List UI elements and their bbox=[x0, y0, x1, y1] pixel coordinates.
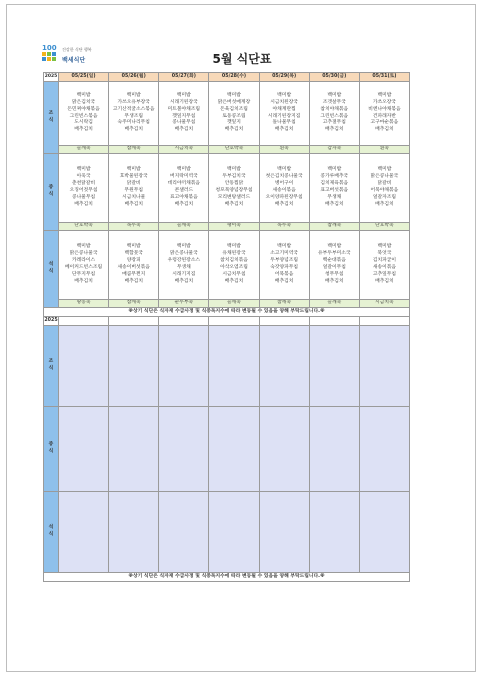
menu-item: 시금치된장국 bbox=[270, 99, 299, 105]
day-header: 05/28(수) bbox=[209, 73, 259, 82]
year-cell: 2025 bbox=[44, 73, 59, 82]
menu-item: 배추김치 bbox=[224, 278, 244, 284]
blank-menu-cell bbox=[359, 492, 409, 573]
menu-item: 병어구이 bbox=[274, 181, 294, 187]
menu-item: 백미밥 bbox=[227, 244, 241, 250]
porridge-cell: 들깨죽 bbox=[309, 300, 359, 308]
menu-item: 백미밥 bbox=[76, 244, 91, 250]
logo-number: 100 bbox=[42, 44, 57, 52]
porridge-cell: 순두부죽 bbox=[159, 300, 209, 308]
porridge-cell: 녹두죽 bbox=[259, 223, 309, 231]
menu-item: 도시락김 bbox=[74, 120, 93, 126]
day-header-blank bbox=[209, 317, 259, 326]
menu-item: 백미밥 bbox=[176, 92, 191, 98]
porridge-cell: 시금치죽 bbox=[359, 300, 409, 308]
menu-item: 베이커드빈스조림 bbox=[65, 265, 103, 270]
porridge-cell: 참깨죽 bbox=[259, 300, 309, 308]
menu-item: 백미밥 bbox=[327, 92, 342, 98]
menu-item: 시래기된장국 bbox=[169, 99, 198, 105]
menu-item: 숙갓양파무침 bbox=[270, 265, 299, 270]
porridge-cell: 흰죽 bbox=[359, 146, 409, 154]
day-header-blank bbox=[109, 317, 159, 326]
porridge-cell: 팽이죽 bbox=[209, 223, 259, 231]
menu-item: 돈육김치조림 bbox=[220, 106, 248, 112]
menu-item: 백합뭇국 bbox=[124, 251, 143, 257]
menu-item: 배추김치 bbox=[224, 127, 244, 133]
menu-item: 김치제육볶음 bbox=[320, 181, 349, 187]
blank-menu-cell bbox=[359, 407, 409, 492]
menu-item: 백순대볶음 bbox=[322, 258, 346, 264]
meal-label bbox=[44, 82, 59, 154]
menu-cell bbox=[359, 82, 409, 146]
menu-item: 돌나물무침 bbox=[272, 120, 296, 126]
menu-cell bbox=[109, 82, 159, 146]
menu-item: 백미밥 bbox=[377, 167, 392, 173]
menu-item: 아욱국 bbox=[76, 174, 91, 180]
menu-item: 백미밥 bbox=[227, 167, 241, 173]
blank-menu-cell bbox=[109, 407, 159, 492]
menu-item: 첫은김치콩나물국 bbox=[265, 174, 303, 180]
blank-menu-cell bbox=[109, 326, 159, 407]
menu-item: 참치야채볶음 bbox=[320, 106, 349, 112]
menu-item: 배추김치 bbox=[174, 278, 194, 284]
meal-label-char: 석 bbox=[48, 525, 54, 531]
menu-item: 백미밥 bbox=[377, 92, 392, 98]
menu-item: 깻잎지무침 bbox=[172, 113, 196, 119]
menu-item: 숙주미나리무침 bbox=[117, 120, 150, 126]
blank-meal-row bbox=[44, 407, 410, 492]
menu-item: 백미밥 bbox=[126, 244, 141, 250]
menu-item: 북엇국 bbox=[377, 251, 392, 257]
menu-item: 표고버섯볶음 bbox=[320, 188, 349, 193]
menu-item: 어묵볶음 bbox=[274, 271, 294, 277]
menu-item: 데리야끼채볶음 bbox=[167, 181, 201, 187]
meal-label-char: 식 bbox=[48, 192, 54, 197]
porridge-cell: 참깨죽 bbox=[109, 300, 159, 308]
blank-menu-cell bbox=[309, 326, 359, 407]
porridge-row bbox=[44, 223, 410, 231]
menu-item: 배추김치 bbox=[174, 127, 194, 133]
blank-menu-cell bbox=[209, 492, 259, 573]
day-header-blank bbox=[359, 317, 409, 326]
menu-item: 배추김치 bbox=[274, 278, 294, 284]
menu-item: 배추김치 bbox=[124, 127, 143, 133]
meal-label-char: 조 bbox=[48, 359, 54, 365]
menu-item: 가쓰오장국 bbox=[372, 99, 396, 105]
day-header-blank bbox=[259, 317, 309, 326]
year-cell: 2025 bbox=[44, 317, 59, 326]
meal-row bbox=[44, 154, 410, 223]
menu-item: 시금치나물 bbox=[122, 194, 146, 200]
menu-cell bbox=[109, 154, 159, 223]
page-title: 5월 식단표 bbox=[212, 52, 272, 66]
menu-item: 배추김치 bbox=[375, 201, 394, 207]
menu-item: 안동찜닭 bbox=[224, 181, 244, 187]
menu-item: 맑은김치국 bbox=[71, 99, 96, 105]
menu-item: 닭갈비 bbox=[126, 181, 141, 187]
menu-cell bbox=[309, 231, 359, 300]
menu-item: 무원무침 bbox=[124, 188, 143, 193]
menu-item: 새송이볶음 bbox=[272, 188, 296, 193]
menu-cell bbox=[59, 82, 109, 146]
menu-item: 시래기지짐 bbox=[172, 271, 196, 277]
day-header-blank bbox=[59, 317, 109, 326]
menu-item: 무생채 bbox=[176, 265, 191, 270]
menu-item: 유부두부미소국 bbox=[318, 251, 351, 257]
menu-item: 백미밥 bbox=[176, 244, 191, 250]
porridge-cell: 들깨죽 bbox=[209, 300, 259, 308]
menu-item: 단무지무침 bbox=[71, 271, 96, 277]
menu-item: 호박물된장국 bbox=[119, 174, 148, 180]
menu-item: 새송이버섯볶음 bbox=[117, 265, 150, 270]
blank-menu-cell bbox=[359, 326, 409, 407]
meal-label bbox=[44, 407, 59, 492]
menu-item: 고구마순볶음 bbox=[370, 120, 399, 126]
blank-menu-cell bbox=[109, 492, 159, 573]
menu-item: 소고기미역국 bbox=[270, 251, 299, 257]
menu-cell bbox=[209, 231, 259, 300]
blank-menu-cell bbox=[259, 407, 309, 492]
menu-item: 새송이볶음 bbox=[372, 265, 396, 270]
menu-item: 배추김치 bbox=[274, 201, 294, 207]
menu-item: 건파래자반 bbox=[372, 113, 396, 119]
porridge-cell: 들깨죽 bbox=[159, 223, 209, 231]
menu-item: 비엔나야채볶음 bbox=[368, 106, 401, 112]
day-header-blank bbox=[309, 317, 359, 326]
menu-item: 백미밥 bbox=[76, 92, 91, 98]
menu-item: 배추김치 bbox=[74, 127, 93, 133]
blank-menu-cell bbox=[209, 326, 259, 407]
menu-item: 백미밥 bbox=[277, 167, 292, 173]
menu-item: 토동콩조림 bbox=[222, 113, 246, 119]
menu-item: 배추김치 bbox=[124, 278, 143, 284]
menu-item: 맑은콩나물국 bbox=[169, 251, 198, 257]
menu-item: 배추김치 bbox=[224, 201, 244, 207]
logo-subtitle: 건강한 식단 행복 bbox=[62, 47, 92, 52]
header-row-blank bbox=[44, 317, 410, 326]
menu-cell bbox=[259, 231, 309, 300]
meal-label bbox=[44, 231, 59, 308]
menu-item: 표고야채볶음 bbox=[169, 194, 198, 200]
menu-item: 배추김치 bbox=[174, 201, 194, 207]
menu-cell bbox=[209, 82, 259, 146]
menu-item: 백미밥 bbox=[277, 92, 292, 98]
menu-item: 춘천닭갈비 bbox=[71, 181, 96, 187]
meal-label-char: 중 bbox=[48, 185, 54, 191]
menu-item: 백미밥 bbox=[76, 167, 91, 173]
porridge-row bbox=[44, 146, 410, 154]
meal-label-char: 식 bbox=[48, 269, 54, 274]
menu-item: 돈민찌야채볶음 bbox=[67, 106, 100, 112]
porridge-cell: 흰죽 bbox=[259, 146, 309, 154]
menu-cell bbox=[259, 82, 309, 146]
meal-row bbox=[44, 82, 410, 146]
menu-item: 배추김치 bbox=[74, 278, 93, 284]
menu-item: 버지락미역국 bbox=[169, 174, 198, 180]
porridge-cell: 감자죽 bbox=[309, 146, 359, 154]
porridge-cell: 단호박죽 bbox=[359, 223, 409, 231]
menu-item: 어묵야채볶음 bbox=[370, 188, 399, 193]
menu-item: 오이양파된장무침 bbox=[265, 194, 303, 200]
menu-item: 우렁강된장소스 bbox=[167, 258, 201, 264]
menu-item: 청포묵양념장무침 bbox=[215, 188, 253, 193]
blank-menu-cell bbox=[309, 407, 359, 492]
menu-item: 참치김치볶음 bbox=[220, 258, 248, 264]
day-header-blank bbox=[159, 317, 209, 326]
menu-item: 그린빈스볶음 bbox=[320, 113, 349, 119]
menu-item: 백미밥 bbox=[277, 244, 292, 250]
menu-item: 가쓰오유부장국 bbox=[117, 99, 150, 105]
menu-item: 배추김치 bbox=[325, 278, 344, 284]
meal-label-char: 식 bbox=[48, 449, 54, 454]
meal-label-char: 식 bbox=[48, 532, 54, 537]
porridge-cell: 단호박죽 bbox=[209, 146, 259, 154]
porridge-cell: 시금치죽 bbox=[159, 146, 209, 154]
menu-cell bbox=[59, 231, 109, 300]
menu-item: 백미밥 bbox=[227, 92, 241, 98]
menu-item: 맑은콩나물국 bbox=[370, 174, 399, 180]
menu-item: 야채계란찜 bbox=[272, 106, 296, 112]
meal-label-char: 식 bbox=[48, 366, 54, 371]
blank-menu-cell bbox=[309, 492, 359, 573]
menu-cell bbox=[159, 82, 209, 146]
menu-item: 고추잎무침 bbox=[372, 271, 396, 277]
day-header: 05/29(목) bbox=[259, 73, 309, 82]
blank-menu-cell bbox=[259, 326, 309, 407]
menu-item: 백미밥 bbox=[126, 167, 141, 173]
menu-item: 배추김치 bbox=[274, 127, 294, 133]
porridge-cell: 참깨죽 bbox=[309, 223, 359, 231]
menu-item: 시래기된장지짐 bbox=[267, 113, 301, 119]
blank-menu-cell bbox=[259, 492, 309, 573]
menu-item: 김치파굳이 bbox=[372, 258, 396, 264]
menu-item: 맑은콩나물국 bbox=[69, 251, 98, 257]
menu-item: 배추김치 bbox=[375, 278, 394, 284]
menu-item: 모리변탕샐러드 bbox=[217, 194, 251, 200]
menu-cell bbox=[159, 154, 209, 223]
menu-item: 백미밥 bbox=[327, 167, 342, 173]
menu-cell bbox=[309, 82, 359, 146]
menu-item: 깻잎지 bbox=[227, 120, 241, 126]
meal-label-char: 조 bbox=[48, 110, 54, 116]
menu-item: 두부양념조림 bbox=[270, 258, 299, 264]
menu-item: 백미밥 bbox=[377, 244, 392, 250]
menu-item: 양장피 bbox=[126, 258, 141, 264]
porridge-cell: 땅콩죽 bbox=[59, 300, 109, 308]
menu-item: 백미밥 bbox=[327, 244, 342, 250]
menu-item: 무생채 bbox=[327, 194, 342, 200]
menu-item: 얼갈이무침 bbox=[322, 265, 346, 270]
blank-menu-cell bbox=[159, 407, 209, 492]
menu-cell bbox=[59, 154, 109, 223]
menu-cell bbox=[209, 154, 259, 223]
menu-item: 고추절무침 bbox=[322, 120, 346, 126]
menu-item: 백미밥 bbox=[126, 92, 141, 98]
menu-item: 매콤무쩐지 bbox=[122, 271, 146, 277]
menu-item: 무생조림 bbox=[124, 113, 143, 119]
menu-item: 콩나물무침 bbox=[71, 194, 96, 200]
menu-cell bbox=[359, 231, 409, 300]
meal-label bbox=[44, 492, 59, 573]
menu-cell bbox=[159, 231, 209, 300]
menu-item: 콘샐러드 bbox=[174, 188, 194, 193]
notice-text: ※상기 식단은 식자재 수급사정 및 식중독지수에 따라 변동될 수 있음을 양해 부탁드립니다.※ bbox=[44, 308, 410, 317]
menu-item: 배추김치 bbox=[325, 127, 344, 133]
menu-cell bbox=[309, 154, 359, 223]
meal-label-char: 식 bbox=[48, 117, 54, 123]
menu-item: 백미밥 bbox=[176, 167, 191, 173]
blank-menu-cell bbox=[159, 326, 209, 407]
porridge-cell: 들깨죽 bbox=[59, 146, 109, 154]
menu-item: 배추김치 bbox=[375, 127, 394, 133]
menu-item: 조갯살무국 bbox=[322, 99, 346, 105]
menu-item: 미트볼야채조림 bbox=[167, 106, 201, 112]
menu-item: 콩나물무침 bbox=[172, 120, 196, 126]
menu-item: 유채된장국 bbox=[222, 251, 246, 257]
day-header: 05/31(토) bbox=[359, 73, 409, 82]
menu-table bbox=[43, 72, 410, 582]
menu-item: 닭갈비 bbox=[377, 181, 392, 187]
menu-item: 아삭오염조림 bbox=[220, 265, 248, 270]
blank-menu-cell bbox=[59, 407, 109, 492]
menu-item: 시금치무침 bbox=[222, 271, 246, 277]
menu-item: 오징어젓무침 bbox=[69, 188, 98, 193]
blank-menu-cell bbox=[209, 407, 259, 492]
day-header: 05/27(화) bbox=[159, 73, 209, 82]
menu-item: 배추김치 bbox=[325, 201, 344, 207]
menu-item: 그린빈스볶음 bbox=[69, 113, 98, 119]
day-header: 05/25(일) bbox=[59, 73, 109, 82]
blank-meal-row bbox=[44, 326, 410, 407]
menu-item: 카레라이스 bbox=[71, 258, 96, 264]
menu-cell bbox=[259, 154, 309, 223]
meal-label bbox=[44, 326, 59, 407]
porridge-row bbox=[44, 300, 410, 308]
menu-item: 맑은버섯매계장 bbox=[217, 99, 251, 105]
porridge-cell: 참깨죽 bbox=[109, 146, 159, 154]
menu-item: 두부김치국 bbox=[222, 174, 246, 180]
notice-text: ※상기 식단은 식자재 수급사정 및 식중독지수에 따라 변동될 수 있음을 양해 부탁드립니다.※ bbox=[44, 573, 410, 582]
meal-label-char: 석 bbox=[48, 262, 54, 268]
blank-menu-cell bbox=[59, 326, 109, 407]
porridge-cell: 단호박죽 bbox=[59, 223, 109, 231]
menu-item: 콩가루배추국 bbox=[320, 174, 349, 180]
logo-brand: 백세식단 bbox=[62, 57, 86, 64]
note-row bbox=[44, 573, 410, 582]
meal-label bbox=[44, 154, 59, 231]
meal-row bbox=[44, 231, 410, 300]
menu-cell bbox=[109, 231, 159, 300]
menu-item: 얼갈자조림 bbox=[372, 194, 396, 200]
blank-meal-row bbox=[44, 492, 410, 573]
menu-item: 배추김치 bbox=[124, 201, 143, 207]
meal-label-char: 중 bbox=[48, 442, 54, 448]
menu-cell bbox=[359, 154, 409, 223]
menu-item: 배추김치 bbox=[74, 201, 93, 207]
blank-menu-cell bbox=[159, 492, 209, 573]
menu-item: 고기산적굴소스볶음 bbox=[112, 106, 155, 112]
menu-item: 청무무침 bbox=[325, 271, 344, 277]
header-row bbox=[44, 73, 410, 82]
porridge-cell: 녹두죽 bbox=[109, 223, 159, 231]
blank-menu-cell bbox=[59, 492, 109, 573]
note-row bbox=[44, 308, 410, 317]
day-header: 05/26(월) bbox=[109, 73, 159, 82]
day-header: 05/30(금) bbox=[309, 73, 359, 82]
